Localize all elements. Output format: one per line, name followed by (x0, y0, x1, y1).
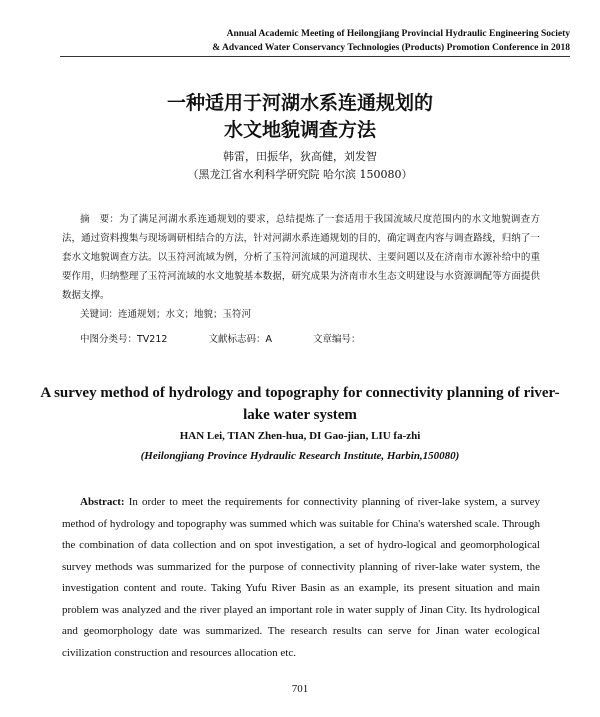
cn-abstract-label: 摘 要： (80, 214, 120, 225)
cn-title-line-1: 一种适用于河湖水系连通规划的 (166, 92, 433, 114)
cn-classification (80, 331, 540, 345)
document-code: 文献标志码：A (208, 334, 272, 345)
cn-affiliation: （黑龙江省水利科学研究院 哈尔滨 150080） (187, 168, 413, 181)
cn-abstract (62, 210, 540, 305)
en-title: A survey method of hydrology and topography for connectivity planning of river-lake water system (40, 385, 560, 423)
cn-keywords: 关键词：连通规划；水文；地貌；玉符河 (80, 309, 252, 320)
en-abstract (62, 492, 540, 664)
en-affiliation: (Heilongjiang Province Hydraulic Research Institute, Harbin,150080) (140, 450, 460, 462)
en-abstract-label: Abstract: (80, 496, 125, 508)
article-number: 文章编号： (313, 334, 361, 345)
cn-authors: 韩雷，田振华，狄高健，刘发智 (223, 150, 377, 163)
en-abstract-text: In order to meet the requirements for connectivity planning of river-lake system, a survey method of hydrology and topography was summed which was suitable for China's watershed scale. Through the combination of data collection and on spot investigation, a set of hydro-logical and geomorphological survey methods was summarized for the purpose of connectivity planning of river-lake water system, the investigation content and route. Taking Yufu River Basin as an example, its present situation and main problem was analyzed and the river played an important role in water supply of Jinan City. Its hydrological and geomorphology date was summarized. The research results can serve for Jinan water ecological civilization construction and resources allocation etc. (62, 496, 540, 659)
header-line-2: & Advanced Water Conservancy Technologies (Products) Promotion Conference in 2018 (212, 43, 570, 53)
cn-title-line-2: 水文地貌调查方法 (223, 119, 376, 141)
en-authors: HAN Lei, TIAN Zhen-hua, DI Gao-jian, LIU fa-zhi (179, 430, 421, 442)
clc-number: 中图分类号：TV212 (80, 334, 168, 345)
page-number: 701 (291, 683, 309, 695)
cn-abstract-text: 为了满足河湖水系连通规划的要求，总结提炼了一套适用于我国流域尺度范围内的水文地貌调查方法，通过资料搜集与现场调研相结合的方法，针对河湖水系连通规划的目的，确定调查内容与调查路线，归纳了一套水文地貌调查方法。以玉符河流域为例，分析了玉符河流域的河道现状、主要问题以及在济南市水源补给中的重要作用，归纳整理了玉符河流域的水文地貌基本数据，研究成果为济南市水生态文明建设与水资源调配等方面提供数据支撑。 (62, 214, 540, 301)
running-header (212, 27, 570, 55)
header-rule (60, 56, 570, 57)
header-line-1: Annual Academic Meeting of Heilongjiang Provincial Hydraulic Engineering Society (226, 29, 570, 39)
